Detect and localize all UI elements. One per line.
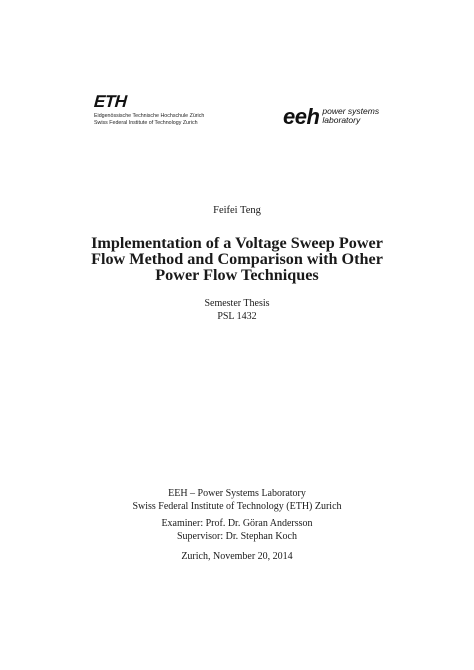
eeh-subtitle-line2: laboratory <box>322 115 361 125</box>
eth-name-english: Swiss Federal Institute of Technology Zurich <box>94 120 198 126</box>
author-name: Feifei Teng <box>213 205 261 216</box>
eth-name-german: Eidgenössische Technische Hochschule Zürich <box>94 113 205 119</box>
thesis-info <box>0 298 474 323</box>
thesis-title <box>0 235 474 283</box>
eeh-subtitle <box>322 107 379 125</box>
thesis-title-line3: Power Flow Techniques <box>155 266 319 284</box>
thesis-type: Semester Thesis <box>204 298 270 309</box>
school-name: Swiss Federal Institute of Technology (ETH) Zurich <box>132 500 342 512</box>
eth-logo <box>94 93 244 127</box>
advisors <box>0 518 474 543</box>
supervisor: Supervisor: Dr. Stephan Koch <box>177 530 297 542</box>
eeh-logo <box>283 105 379 127</box>
lab-name: EEH – Power Systems Laboratory <box>168 488 306 499</box>
institution <box>0 488 474 513</box>
eth-wordmark: ETH <box>93 92 128 111</box>
eeh-subtitle-line1: power systems <box>322 106 380 116</box>
examiner: Examiner: Prof. Dr. Göran Andersson <box>161 518 313 529</box>
eeh-wordmark: eeh <box>283 104 320 129</box>
date-line: Zurich, November 20, 2014 <box>181 551 293 562</box>
thesis-title-line2: Flow Method and Comparison with Other <box>91 250 383 268</box>
thesis-number: PSL 1432 <box>217 310 257 322</box>
thesis-title-line1: Implementation of a Voltage Sweep Power <box>91 234 383 252</box>
